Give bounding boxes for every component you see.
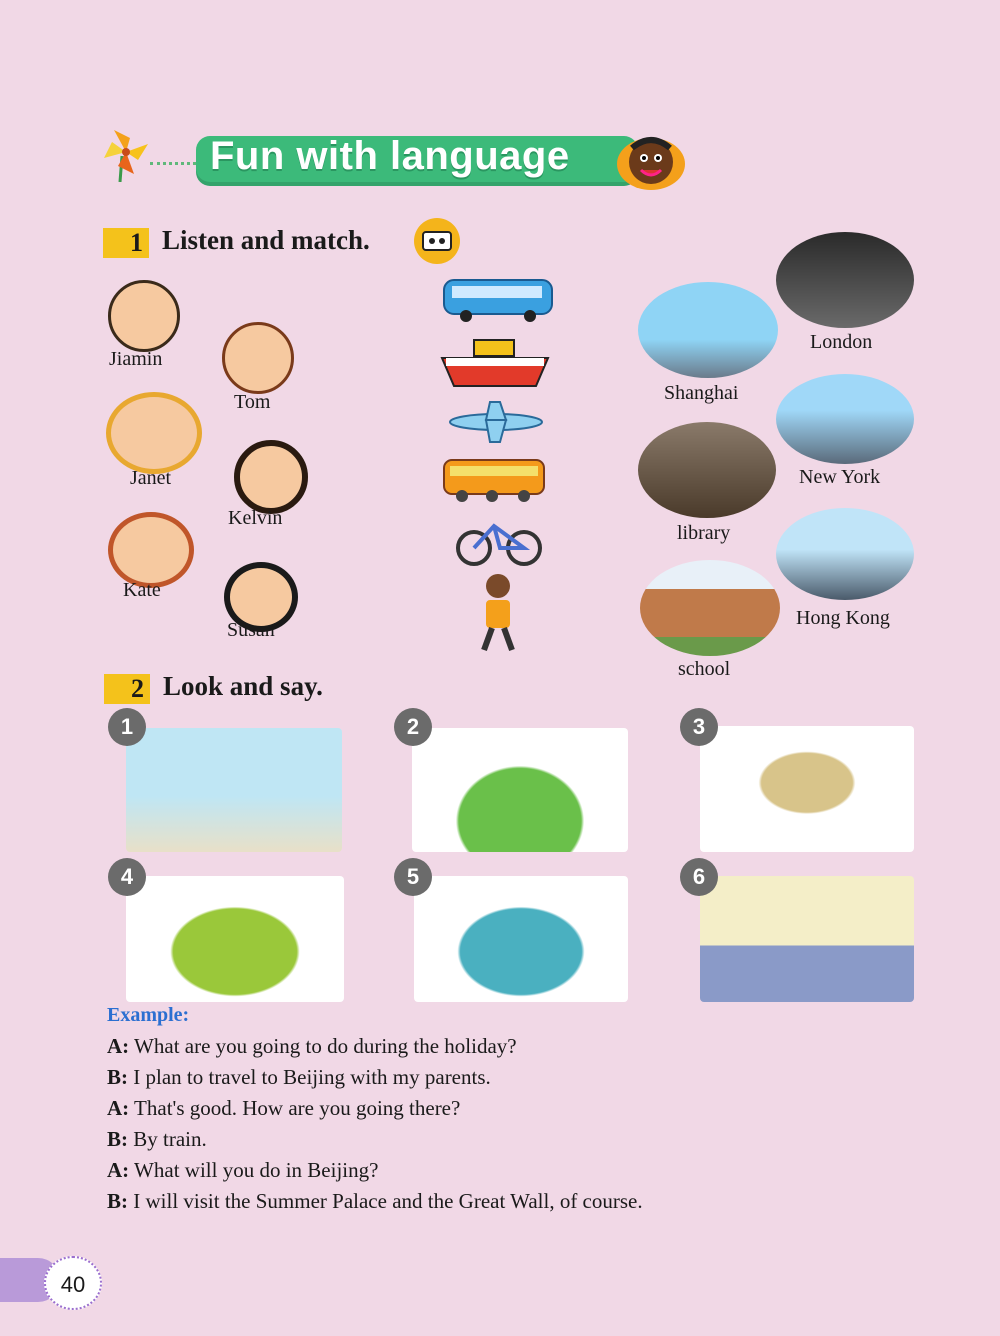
tom-picture (222, 322, 294, 394)
speaker: B: (107, 1189, 128, 1213)
dialogue-line (107, 1096, 460, 1121)
walking-boy-icon (470, 572, 526, 656)
london-picture (776, 232, 914, 328)
place-library: library (677, 522, 731, 544)
scene-number-6: 6 (680, 858, 718, 896)
name-janet: Janet (130, 467, 172, 489)
scene-pandas (412, 728, 628, 852)
janet-picture (106, 392, 202, 474)
boy-face-icon (614, 130, 688, 194)
pinwheel-icon (104, 126, 150, 182)
kelvin-picture (234, 440, 308, 514)
dialogue-text: What will you do in Beijing? (134, 1158, 379, 1182)
jiamin-picture (108, 280, 180, 352)
name-tom: Tom (234, 391, 271, 413)
example-label: Example: (107, 1004, 190, 1026)
scene-reading (700, 726, 914, 852)
dialogue-text: By train. (133, 1127, 207, 1151)
dialogue-line (107, 1158, 378, 1183)
shanghai-picture (638, 282, 778, 378)
speaker: B: (107, 1065, 128, 1089)
dialogue-text: That's good. How are you going there? (134, 1096, 461, 1120)
place-hong-kong: Hong Kong (796, 607, 890, 629)
plane-icon (446, 400, 546, 444)
dotted-line (150, 162, 196, 165)
dialogue-line (107, 1065, 491, 1090)
scene-number-1: 1 (108, 708, 146, 746)
scene-cycling (126, 876, 344, 1002)
scene-boating (414, 876, 628, 1002)
scene-number-5: 5 (394, 858, 432, 896)
place-new-york: New York (799, 466, 881, 488)
train-icon (442, 452, 546, 504)
page-title: Fun with language (210, 134, 570, 178)
school-picture (640, 560, 780, 656)
bus-icon (442, 274, 556, 324)
section-2-number: 2 (104, 674, 150, 704)
place-school: school (678, 658, 731, 680)
ship-icon (440, 336, 550, 390)
scene-number-3: 3 (680, 708, 718, 746)
page-number: 40 (44, 1256, 102, 1310)
speaker: A: (107, 1034, 130, 1058)
name-kelvin: Kelvin (228, 507, 283, 529)
dialogue-text: I will visit the Summer Palace and the Great Wall, of course. (133, 1189, 643, 1213)
library-picture (638, 422, 776, 518)
scene-number-4: 4 (108, 858, 146, 896)
place-london: London (810, 331, 873, 353)
new-york-picture (776, 374, 914, 464)
dialogue-line (107, 1127, 207, 1152)
speaker: A: (107, 1096, 130, 1120)
cassette-tape-icon (414, 218, 460, 264)
hong-kong-picture (776, 508, 914, 600)
bicycle-icon (454, 512, 544, 566)
dialogue-text: I plan to travel to Beijing with my parents. (133, 1065, 491, 1089)
kate-picture (108, 512, 194, 588)
section-1-number: 1 (103, 228, 149, 258)
place-shanghai: Shanghai (664, 382, 739, 404)
section-2-title: Look and say. (163, 671, 323, 701)
speaker: A: (107, 1158, 130, 1182)
scene-number-2: 2 (394, 708, 432, 746)
name-kate: Kate (123, 579, 161, 601)
name-jiamin: Jiamin (109, 348, 163, 370)
speaker: B: (107, 1127, 128, 1151)
scene-bridge-walk (126, 728, 342, 852)
dialogue-line (107, 1189, 643, 1214)
name-susan: Susan (227, 619, 275, 641)
section-1-title: Listen and match. (162, 225, 370, 255)
scene-museum (700, 876, 914, 1002)
dialogue-line (107, 1034, 517, 1059)
dialogue-text: What are you going to do during the holiday? (134, 1034, 517, 1058)
